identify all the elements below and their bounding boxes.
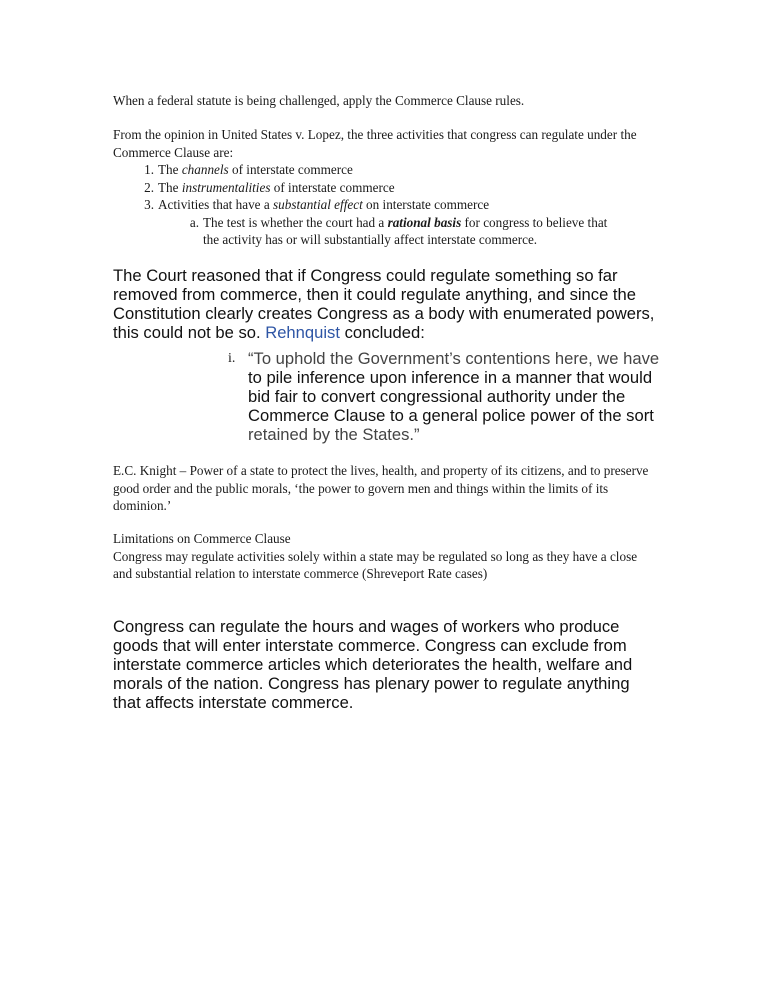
list-marker: a.: [189, 214, 199, 230]
list-marker: 3.: [144, 197, 154, 212]
limitations-text: Congress may regulate activities solely within a state may be regulated so long as they have a close and substantial relation to interstate commerce (Shreveport Rate cases): [113, 548, 638, 581]
knight-paragraph: E.C. Knight – Power of a state to protect the lives, health, and property of its citizens, and to preserve good order and the public morals, ‘the power to govern men and things within the limits of its dominion.’: [113, 463, 649, 513]
closing-paragraph: Congress can regulate the hours and wages of workers who produce goods that will enter interstate commerce. Congress can exclude from interstate commerce articles which deteriorates the health, welfare and morals of the nation. Congress has plenary power to regulate anything that affects interstate commerce.: [113, 617, 633, 712]
rehnquist-quote: [228, 349, 668, 444]
rehnquist-link[interactable]: Rehnquist: [265, 323, 340, 342]
quote-body: to pile inference upon inference in a manner that would bid fair to convert congressional authority under the Commerce Clause to a general police power of the sort: [248, 368, 654, 425]
list-marker: 1.: [144, 162, 154, 177]
list-item: 2. The instrumentalities of interstate commerce: [158, 179, 658, 197]
case-name: E.C. Knight: [113, 463, 177, 478]
intro-paragraph: When a federal statute is being challenged, apply the Commerce Clause rules.: [113, 93, 525, 108]
list-item: 1. The channels of interstate commerce: [158, 161, 658, 179]
rational-basis-sublist: [189, 214, 623, 249]
lopez-activities-list: [144, 161, 658, 214]
quote-line-last: retained by the States.”: [248, 425, 420, 444]
reasoning-paragraph: The Court reasoned that if Congress could regulate something so far removed from commerce, then it could regulate anything, and since the Constitution clearly creates Congress as a body with enumerated powers, this could not be so. Rehnquist concluded:: [113, 266, 655, 342]
list-marker: 2.: [144, 179, 154, 195]
limitations-heading: Limitations on Commerce Clause: [113, 531, 291, 546]
quote-marker: i.: [228, 351, 236, 366]
quote-line-first: “To uphold the Government’s contentions here, we have: [248, 349, 660, 368]
limitations-section: [113, 530, 658, 583]
list-item: a. The test is whether the court had a rational basis for congress to believe that the activity has or will substantially affect interstate commerce.: [203, 214, 623, 249]
lopez-section: [113, 126, 658, 249]
list-item: 3. Activities that have a substantial effect on interstate commerce: [158, 196, 658, 214]
lopez-lead: From the opinion in United States v. Lopez, the three activities that congress can regulate under the Commerce Clause are:: [113, 127, 637, 160]
